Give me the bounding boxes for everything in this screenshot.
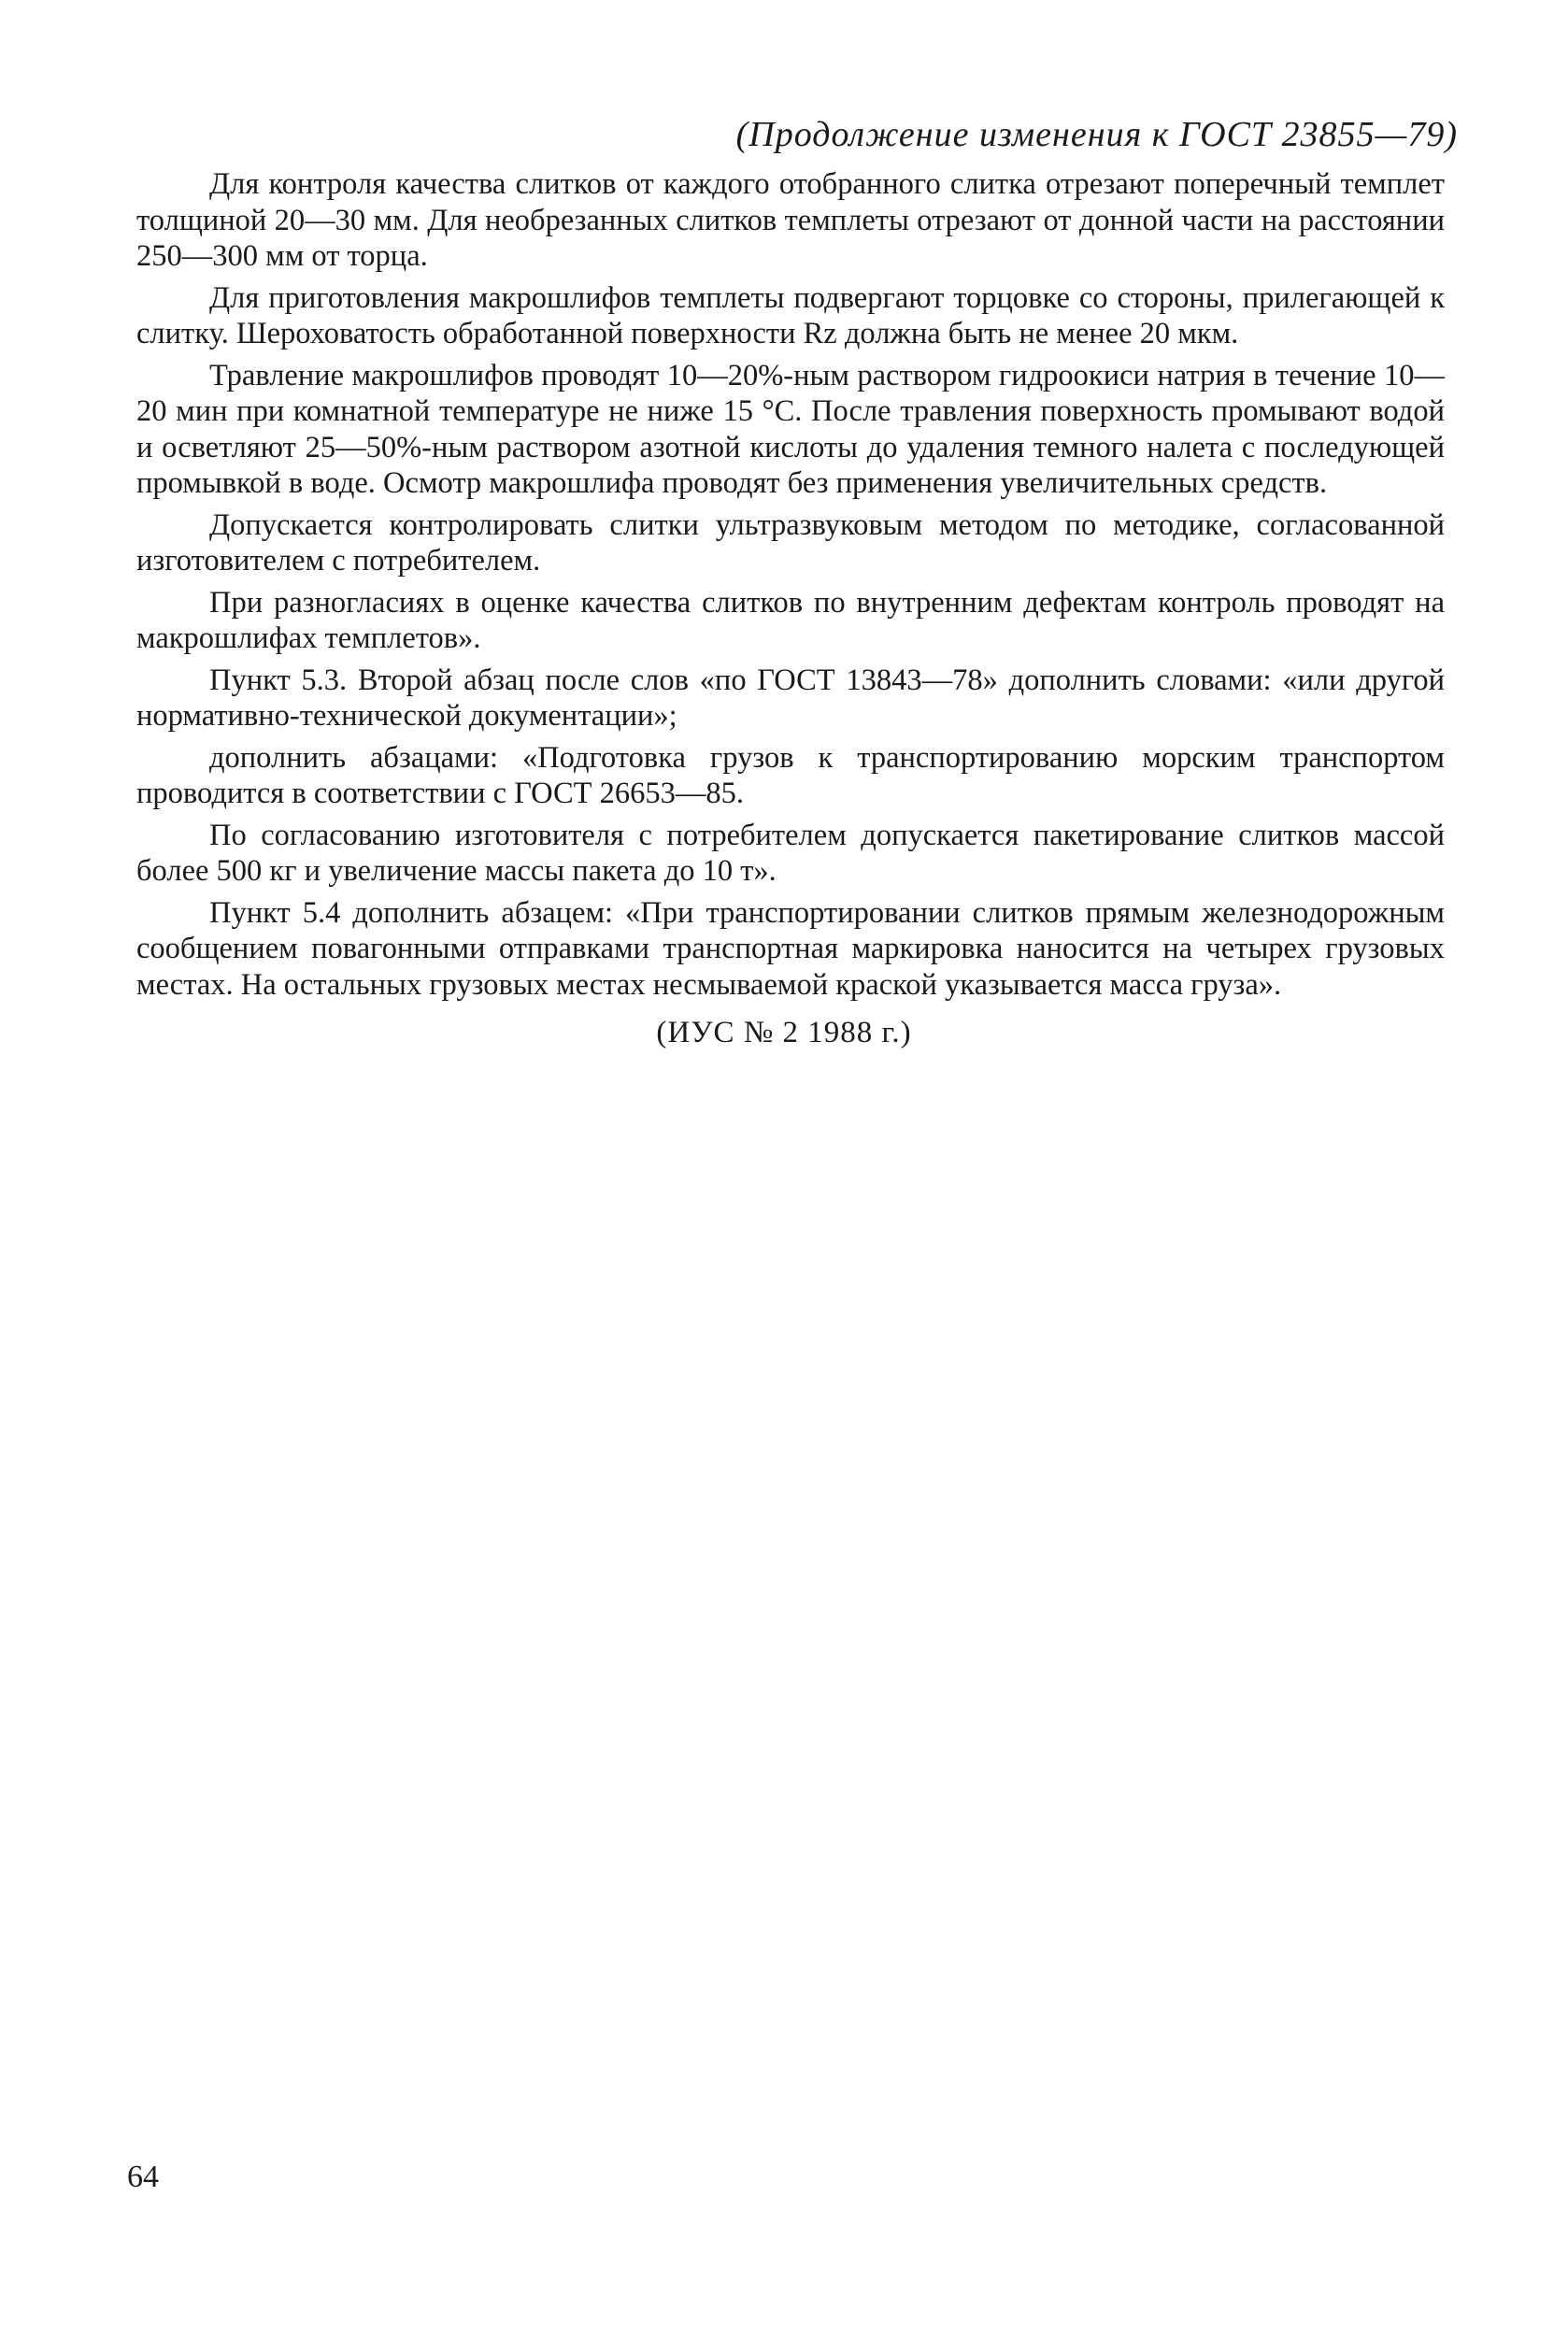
paragraph-sea-transport: дополнить абзацами: «Подготовка грузов к транспортированию морским транспортом проводится в соответствии с ГОСТ 26653—85. [136,740,1445,810]
paragraph-disagreements: При разногласиях в оценке качества слитков по внутренним дефектам контроль проводят на макрошлифах темплетов». [136,585,1445,655]
paragraph-ultrasonic-control: Допускается контролировать слитки ультразвуковым методом по методике, согласованной изготовителем с потребителем. [136,507,1445,578]
source-note: (ИУС № 2 1988 г.) [656,1016,912,1049]
page-number: 64 [127,2160,159,2194]
paragraph-clause-5-4: Пункт 5.4 дополнить абзацем: «При транспортировании слитков прямым железнодорожным сообщением повагонными отправками транспортная маркировка наносится на четырех грузовых местах. На остальных грузовых местах несмываемой краской указывается масса груза». [136,895,1445,1002]
paragraph-packaging: По согласованию изготовителя с потребителем допускается пакетирование слитков массой более 500 кг и увеличение массы пакета до 10 т». [136,818,1445,888]
continuation-header: (Продолжение изменения к ГОСТ 23855—79) [735,115,1458,154]
paragraph-macrosection-preparation: Для приготовления макрошлифов темплеты подвергают торцовке со стороны, прилегающей к слитку. Шероховатость обработанной поверхности Rz должна быть не менее 20 мкм. [136,280,1445,350]
paragraph-clause-5-3: Пункт 5.3. Второй абзац после слов «по ГОСТ 13843—78» дополнить словами: «или другой нормативно-технической документации»; [136,663,1445,733]
paragraph-template-control: Для контроля качества слитков от каждого отобранного слитка отрезают поперечный темплет толщиной 20—30 мм. Для необрезанных слитков темплеты отрезают от донной части на расстоянии 250—300 мм от торца. [136,167,1445,273]
paragraph-etching: Травление макрошлифов проводят 10—20%-ным раствором гидроокиси натрия в течение 10—20 мин при комнатной температуре не ниже 15 °С. После травления поверхность промывают водой и осветляют 25—50%-ным раствором азотной кислоты до удаления темного налета с последующей промывкой в воде. Осмотр макрошлифа проводят без применения увеличительных средств. [136,358,1445,500]
amendment-body [136,166,1445,1008]
